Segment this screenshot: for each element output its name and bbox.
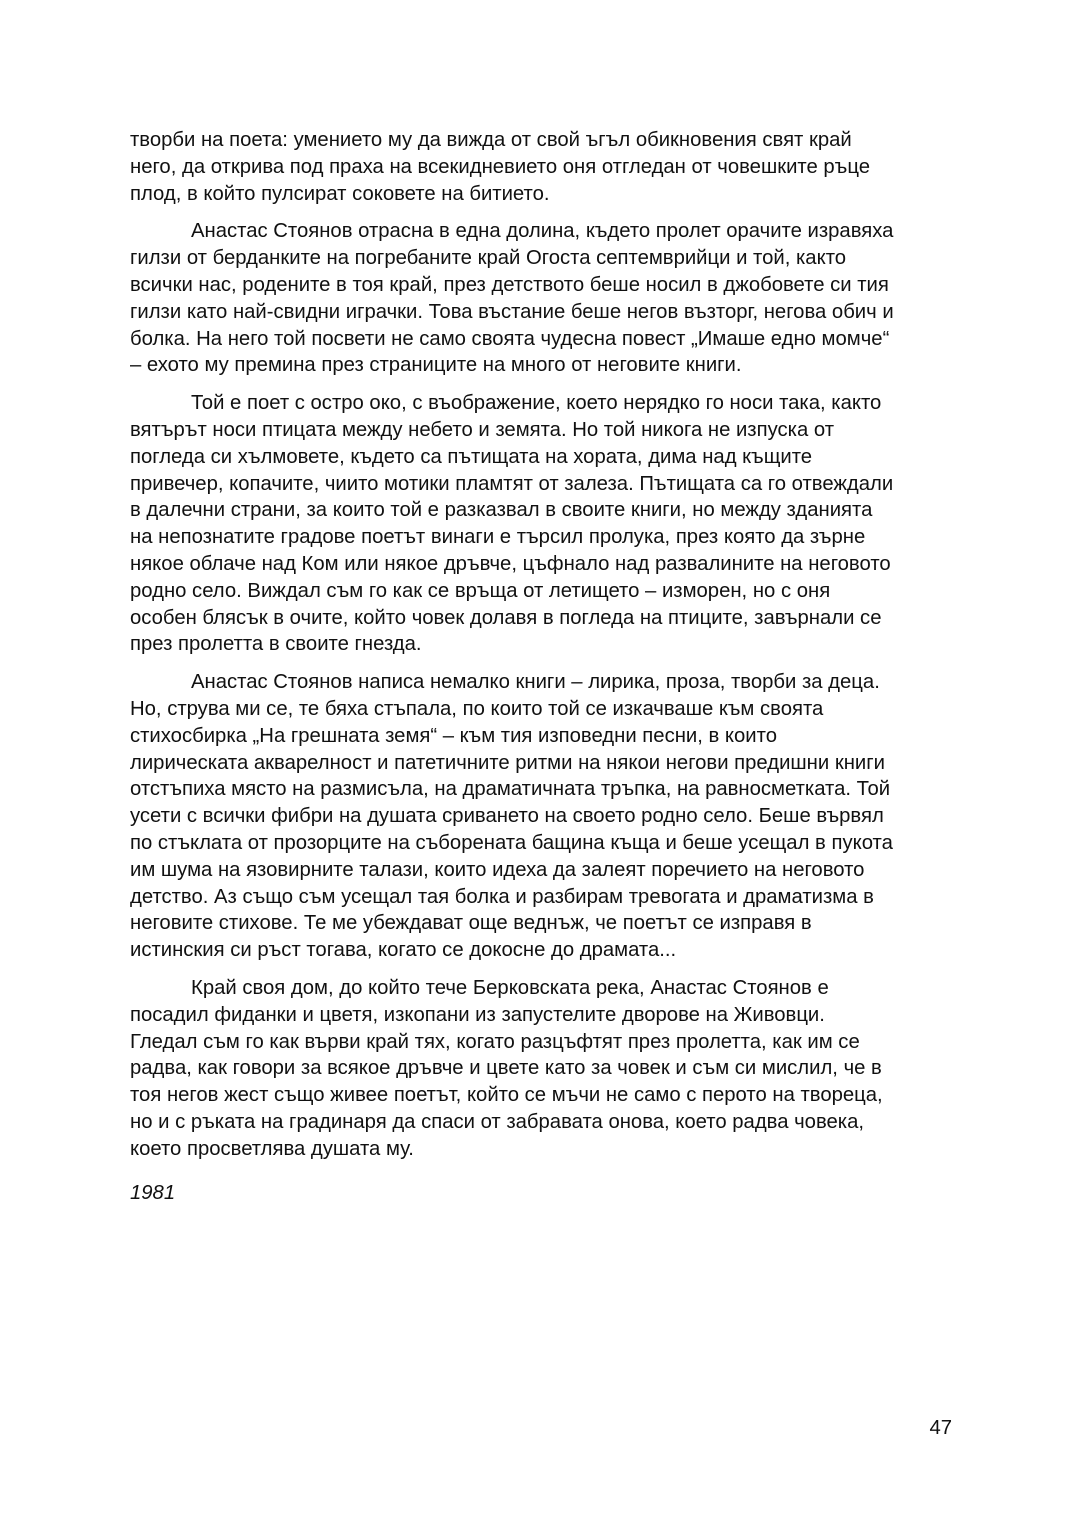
paragraph-poet-eye: Той е поет с остро око, с въображение, което нерядко го носи така, както вятърът носи птицата между небето и земята. Но той никога не изпуска от погледа си хълмовете, където са пътищата на хората, дима над къщите привечер, копачите, чиито мотики пламтят от залеза. Пътищата са го отвеждали в далечни страни, за които той е разказвал в своите книги, но между зданията на непознатите градове поетът винаги е търсил пролука, през която да зърне някое облаче над Ком или някое дръвче, цъфнало над развалините на неговото родно село. Виждал съм го как се връща от летището – изморен, но с оня особен блясък в очите, който човек долавя в погледа на птиците, завърнали се през пролетта в своите гнезда. [130, 392, 894, 656]
page-body [130, 127, 952, 1207]
page-number: 47 [929, 1417, 952, 1439]
paragraph-books: Анастас Стоянов написа немалко книги – лирика, проза, творби за деца. Но, струва ми се, те бяха стъпала, по които той се изкачваше към своята стихосбирка „На грешната земя“ – към тия изповедни песни, в които лирическата акварелност и патетичните ритми на някои негови предишни книги отстъпиха място на размисъла, на драматичната тръпка, на равносметката. Той усети с всички фибри на душата сриването на своето родно село. Беше вървял по стъклата от прозорците на съборената бащина къща и беше усещал в пукота им шума на язовирните талази, които идеха да залеят поречието на неговото детство. Аз също съм усещал тая болка и разбирам тревогата и драматизма в неговите стихове. Те ме убеждават още веднъж, че поетът се изправя в истинския си ръст тогава, когато се докосне до драмата... [130, 671, 893, 962]
paragraph-valley-childhood: Анастас Стоянов отрасна в една долина, където пролет орачите изравяха гилзи от берданките на погребаните край Огоста септемврийци и той, както всички нас, родените в тоя край, през детството беше носил в джобовете си тия гилзи като най-свидни играчки. Това въстание беше негов възторг, негова обич и болка. На него той посвети не само своята чудесна повест „Имаше едно момче“ – ехото му премина през страниците на много от неговите книги. [130, 220, 894, 377]
date: 1981 [130, 1182, 176, 1205]
paragraph-continuation: творби на поета: умението му да вижда от свой ъгъл обикновения свят край него, да открива под праха на всекидневието оня отгледан от човешките ръце плод, в който пулсират соковете на битието. [130, 129, 871, 205]
paragraph-garden: Край своя дом, до който тече Берковската река, Анастас Стоянов е посадил фиданки и цветя, изкопани из запустелите дворове на Живовци. Гледал съм го как върви край тях, когато разцъфтят през пролетта, как им се радва, как говори за всякое дръвче и цвете като за човек и съм си мислил, че в тоя негов жест също живее поетът, който се мъчи не само с перото на твореца, но и с ръката на градинаря да спаси от забравата онова, което радва човека, което просветлява душата му. [130, 976, 883, 1160]
